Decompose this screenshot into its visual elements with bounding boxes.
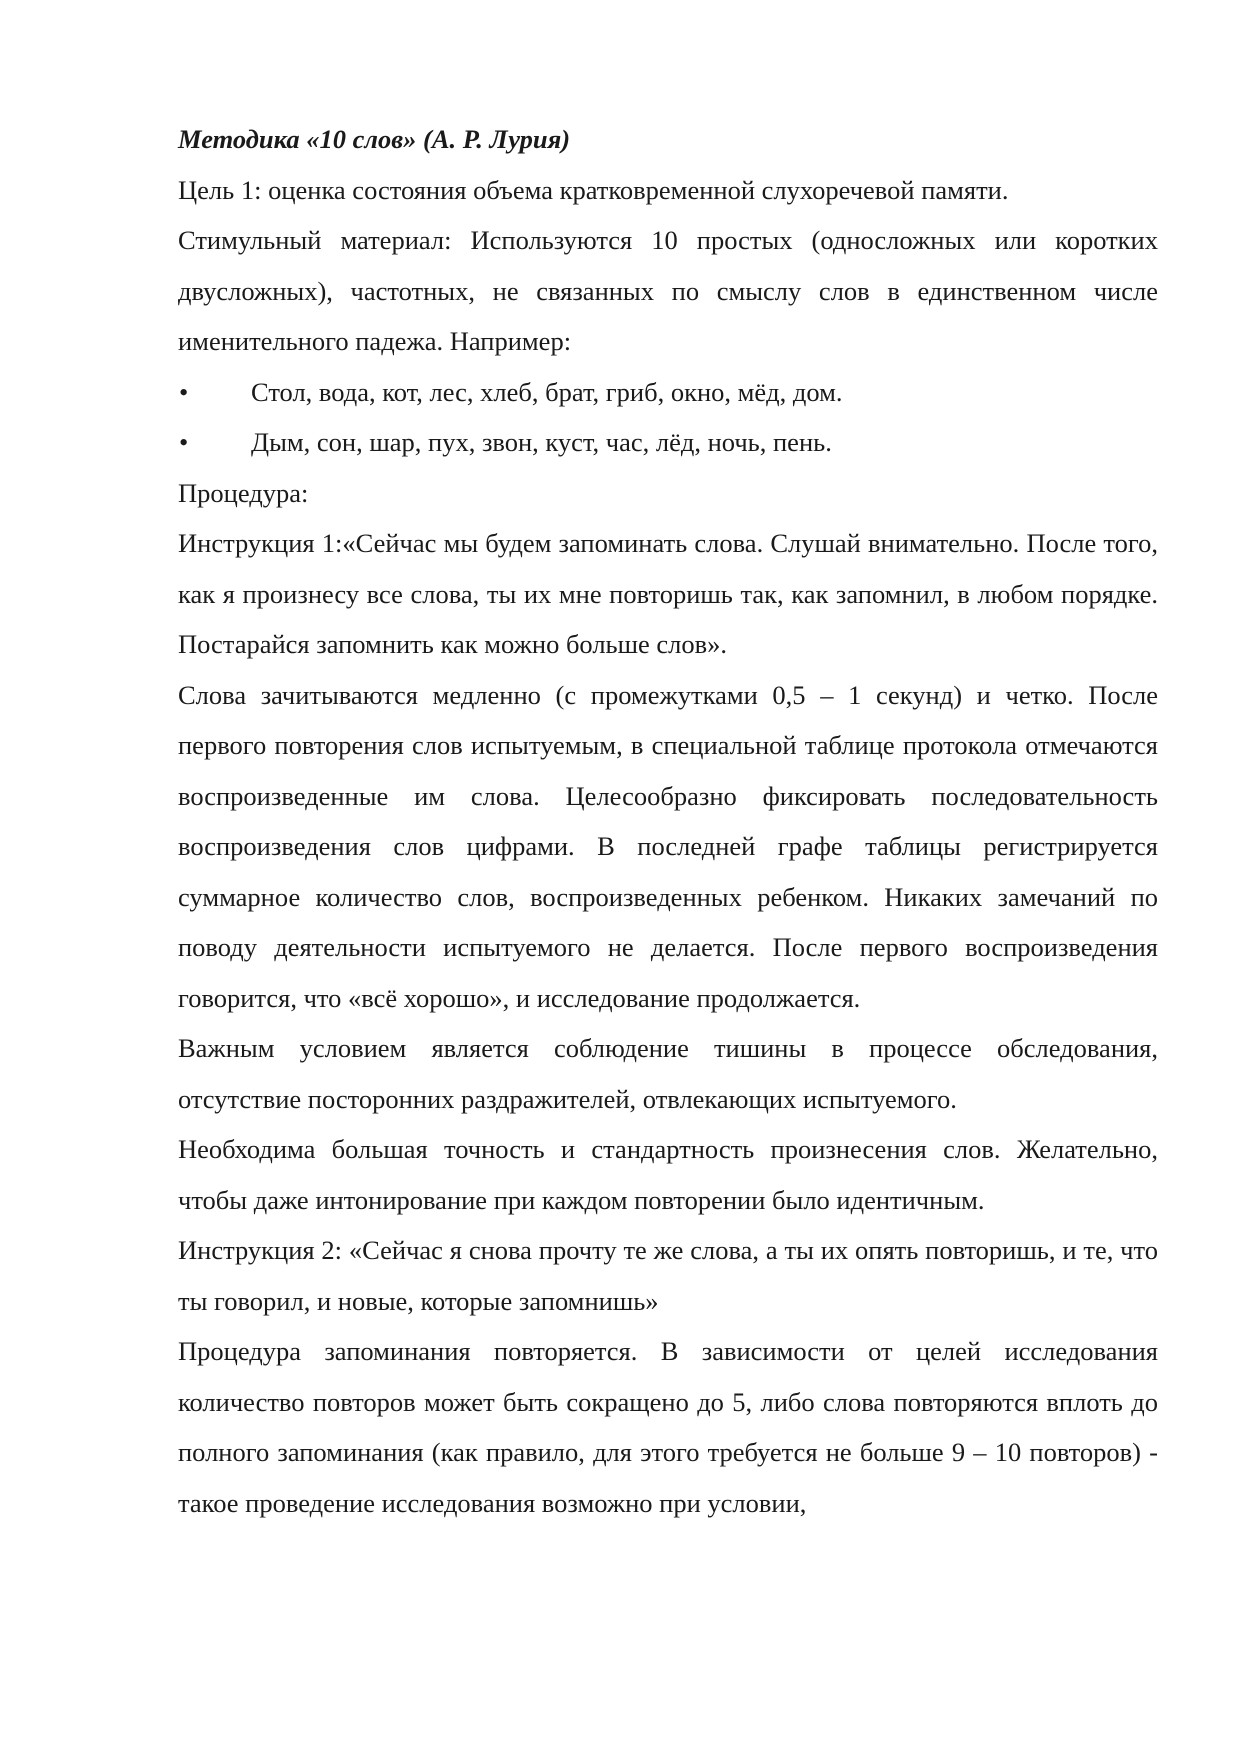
repetition-paragraph: Процедура запоминания повторяется. В зависимости от целей исследования количество повторов может быть сокращено до 5, либо слова повторяются вплоть до полного запоминания (как правило, для этого требуется не больше 9 – 10 повторов) - такое проведение исследования возможно при условии, (178, 1336, 1158, 1518)
silence-condition-paragraph: Важным условием является соблюдение тишины в процессе обследования, отсутствие посторонних раздражителей, отвлекающих испытуемого. (178, 1033, 1158, 1114)
bullet-icon: • (179, 427, 189, 457)
word-list-text: Стол, вода, кот, лес, хлеб, брат, гриб, окно, мёд, дом. (251, 376, 843, 407)
accuracy-condition-paragraph: Необходима большая точность и стандартность произнесения слов. Желательно, чтобы даже интонирование при каждом повторении было идентичным. (178, 1134, 1158, 1215)
word-list-text: Дым, сон, шар, пух, звон, куст, час, лёд, ночь, пень. (251, 427, 832, 457)
word-list-item (178, 417, 1158, 468)
instruction-2-paragraph: Инструкция 2: «Сейчас я снова прочту те же слова, а ты их опять повторишь, и те, что ты говорил, и новые, которые запомнишь» (178, 1235, 1158, 1316)
word-list-item (178, 367, 1158, 418)
bullet-icon: • (179, 376, 189, 407)
goal-paragraph: Цель 1: оценка состояния объема кратковременной слухоречевой памяти. (178, 174, 1009, 205)
document-body (178, 114, 1158, 1528)
instruction-1-paragraph: Инструкция 1:«Сейчас мы будем запоминать слова. Слушай внимательно. После того, как я произнесу все слова, ты их мне повторишь так, как запомнил, в любом порядке. Постарайся запомнить как можно больше слов». (178, 528, 1158, 659)
reading-rules-paragraph: Слова зачитываются медленно (с промежутками 0,5 – 1 секунд) и четко. После первого повторения слов испытуемым, в специальной таблице протокола отмечаются воспроизведенные им слова. Целесообразно фиксировать последовательность воспроизведения слов цифрами. В последней графе таблицы регистрируется суммарное количество слов, воспроизведенных ребенком. Никаких замечаний по поводу деятельности испытуемого не делается. После первого воспроизведения говорится, что «всё хорошо», и исследование продолжается. (178, 679, 1158, 1013)
stimulus-paragraph: Стимульный материал: Используются 10 простых (односложных или коротких двусложных), частотных, не связанных по смыслу слов в единственном числе именительного падежа. Например: (178, 225, 1158, 356)
document-title: Методика «10 слов» (А. Р. Лурия) (178, 124, 571, 154)
procedure-heading: Процедура: (178, 477, 309, 508)
